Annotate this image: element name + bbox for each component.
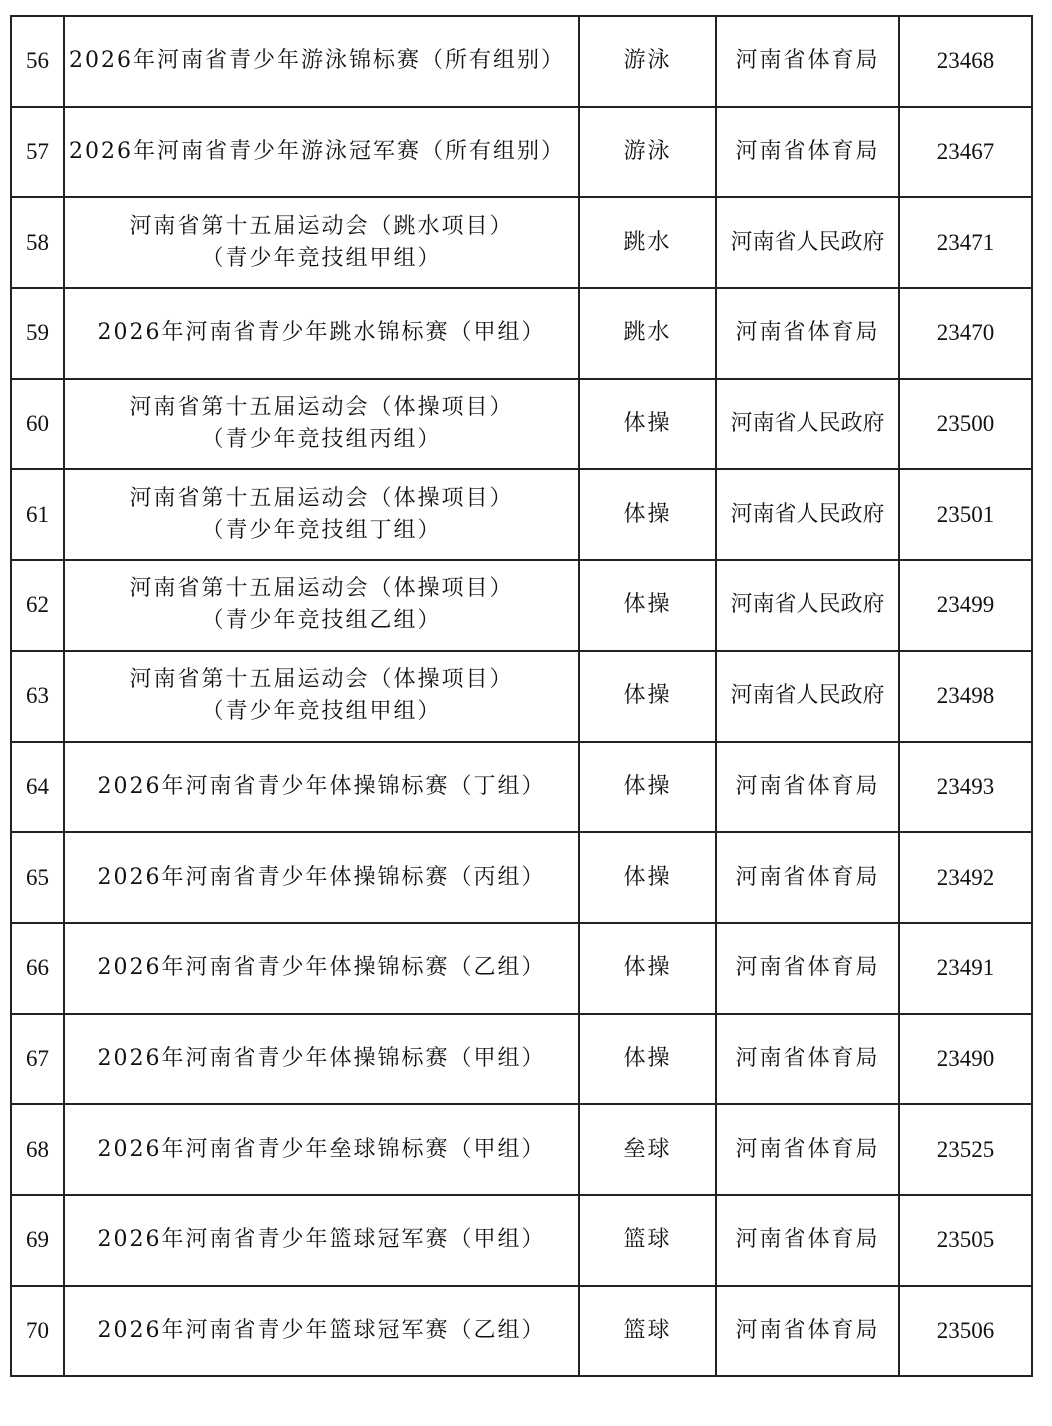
table-row: [11, 832, 1032, 923]
competition-name-line: 2026年河南省青少年体操锦标赛（丁组）: [97, 773, 546, 799]
organizer: 河南省体育局: [716, 742, 899, 833]
competition-name-line: 2026年河南省青少年篮球冠军赛（乙组）: [97, 1317, 546, 1343]
row-number: 56: [11, 16, 64, 107]
organizer: 河南省人民政府: [716, 560, 899, 651]
sport: 体操: [579, 923, 716, 1014]
event-code: 23470: [899, 288, 1032, 379]
organizer: 河南省体育局: [716, 107, 899, 198]
event-code: 23501: [899, 469, 1032, 560]
row-number: 70: [11, 1286, 64, 1377]
competition-name-line: 2026年河南省青少年游泳锦标赛（所有组别）: [69, 48, 565, 74]
competition-name: [64, 1286, 579, 1377]
organizer: 河南省体育局: [716, 288, 899, 379]
sport: 跳水: [579, 197, 716, 288]
sport: 游泳: [579, 107, 716, 198]
competition-name-line: 2026年河南省青少年垒球锦标赛（甲组）: [97, 1136, 546, 1162]
competition-name: [64, 651, 579, 742]
organizer: 河南省人民政府: [716, 469, 899, 560]
competition-name-line: 河南省第十五届运动会（体操项目）: [129, 395, 514, 421]
event-code: 23491: [899, 923, 1032, 1014]
table-row: [11, 1195, 1032, 1286]
organizer: 河南省体育局: [716, 1104, 899, 1195]
event-code: 23468: [899, 16, 1032, 107]
competition-name-line: 2026年河南省青少年游泳冠军赛（所有组别）: [69, 139, 565, 165]
sport: 垒球: [579, 1104, 716, 1195]
competition-name: [64, 742, 579, 833]
row-number: 60: [11, 379, 64, 470]
sport: 体操: [579, 379, 716, 470]
competition-name: [64, 107, 579, 198]
competition-name: [64, 1014, 579, 1105]
event-code: 23499: [899, 560, 1032, 651]
competition-name: [64, 923, 579, 1014]
event-code: 23525: [899, 1104, 1032, 1195]
event-code: 23506: [899, 1286, 1032, 1377]
row-number: 59: [11, 288, 64, 379]
competition-name-line: （青少年竞技组甲组）: [201, 699, 442, 725]
competition-name-line: 2026年河南省青少年体操锦标赛（乙组）: [97, 955, 546, 981]
organizer: 河南省人民政府: [716, 197, 899, 288]
sport: 篮球: [579, 1286, 716, 1377]
competition-name: [64, 469, 579, 560]
row-number: 61: [11, 469, 64, 560]
table-row: [11, 560, 1032, 651]
competition-name-line: 2026年河南省青少年体操锦标赛（甲组）: [97, 1045, 546, 1071]
competition-name: [64, 832, 579, 923]
organizer: 河南省人民政府: [716, 379, 899, 470]
event-code: 23500: [899, 379, 1032, 470]
table-row: [11, 16, 1032, 107]
competition-name-line: 2026年河南省青少年体操锦标赛（丙组）: [97, 864, 546, 890]
table-row: [11, 1014, 1032, 1105]
competition-name: [64, 1104, 579, 1195]
organizer: 河南省体育局: [716, 923, 899, 1014]
competition-name: [64, 379, 579, 470]
row-number: 65: [11, 832, 64, 923]
event-code: 23467: [899, 107, 1032, 198]
competition-name-line: 河南省第十五届运动会（跳水项目）: [129, 213, 514, 239]
organizer: 河南省人民政府: [716, 651, 899, 742]
row-number: 66: [11, 923, 64, 1014]
competition-name-line: 河南省第十五届运动会（体操项目）: [129, 667, 514, 693]
row-number: 58: [11, 197, 64, 288]
table-row: [11, 107, 1032, 198]
competition-name-line: （青少年竞技组乙组）: [201, 608, 442, 634]
sport: 体操: [579, 560, 716, 651]
sport: 体操: [579, 651, 716, 742]
row-number: 62: [11, 560, 64, 651]
competition-name: [64, 197, 579, 288]
competition-name-line: 河南省第十五届运动会（体操项目）: [129, 576, 514, 602]
table-row: [11, 923, 1032, 1014]
competition-name: [64, 560, 579, 651]
table-row: [11, 379, 1032, 470]
competition-name-line: 2026年河南省青少年篮球冠军赛（甲组）: [97, 1227, 546, 1253]
competition-table: [10, 15, 1033, 1377]
row-number: 63: [11, 651, 64, 742]
competition-name-line: （青少年竞技组丁组）: [201, 517, 442, 543]
row-number: 68: [11, 1104, 64, 1195]
organizer: 河南省体育局: [716, 1286, 899, 1377]
row-number: 64: [11, 742, 64, 833]
organizer: 河南省体育局: [716, 16, 899, 107]
table-row: [11, 1286, 1032, 1377]
event-code: 23492: [899, 832, 1032, 923]
table-row: [11, 651, 1032, 742]
table-row: [11, 742, 1032, 833]
event-code: 23505: [899, 1195, 1032, 1286]
table-row: [11, 197, 1032, 288]
sport: 游泳: [579, 16, 716, 107]
row-number: 69: [11, 1195, 64, 1286]
competition-name-line: 2026年河南省青少年跳水锦标赛（甲组）: [97, 320, 546, 346]
event-code: 23493: [899, 742, 1032, 833]
competition-name-line: （青少年竞技组甲组）: [201, 245, 442, 271]
event-code: 23498: [899, 651, 1032, 742]
sport: 篮球: [579, 1195, 716, 1286]
event-code: 23471: [899, 197, 1032, 288]
table-row: [11, 1104, 1032, 1195]
competition-name-line: （青少年竞技组丙组）: [201, 427, 442, 453]
sport: 体操: [579, 742, 716, 833]
competition-name: [64, 288, 579, 379]
organizer: 河南省体育局: [716, 1014, 899, 1105]
competition-name-line: 河南省第十五届运动会（体操项目）: [129, 485, 514, 511]
row-number: 67: [11, 1014, 64, 1105]
sport: 跳水: [579, 288, 716, 379]
table-row: [11, 469, 1032, 560]
competition-name: [64, 1195, 579, 1286]
table-row: [11, 288, 1032, 379]
row-number: 57: [11, 107, 64, 198]
sport: 体操: [579, 832, 716, 923]
competition-name: [64, 16, 579, 107]
organizer: 河南省体育局: [716, 1195, 899, 1286]
event-code: 23490: [899, 1014, 1032, 1105]
sport: 体操: [579, 1014, 716, 1105]
sport: 体操: [579, 469, 716, 560]
organizer: 河南省体育局: [716, 832, 899, 923]
